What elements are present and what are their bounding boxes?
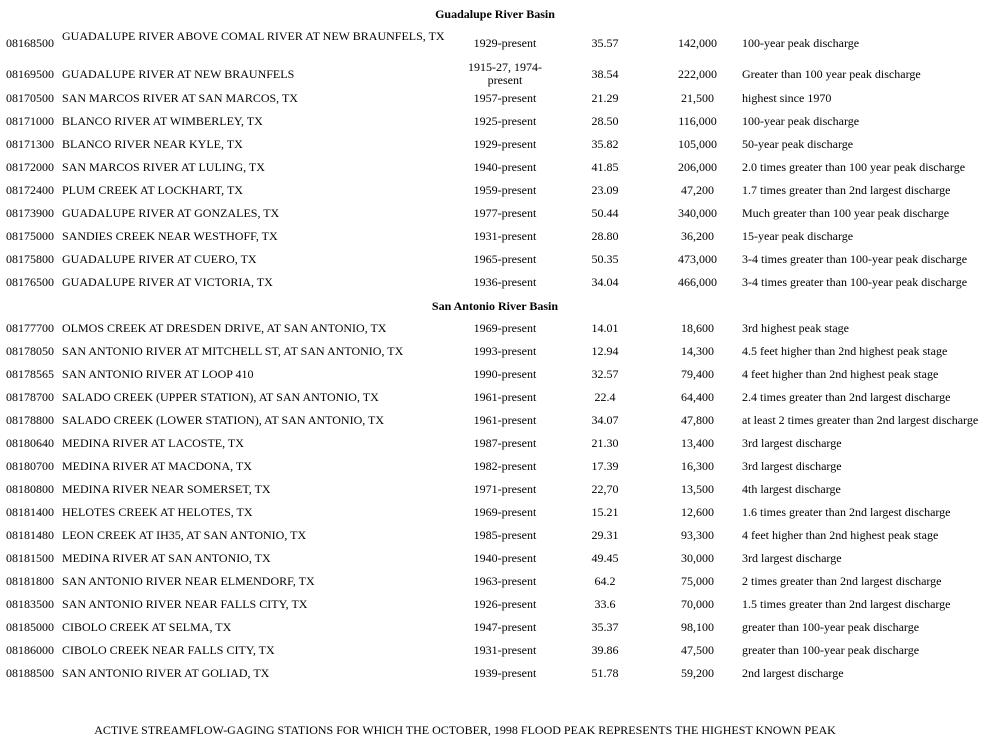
table-row bbox=[0, 460, 990, 483]
station-id: 08180640 bbox=[6, 436, 54, 450]
table-row bbox=[0, 230, 990, 253]
peak-remark: 15-year peak discharge bbox=[742, 229, 854, 243]
station-id: 08183500 bbox=[6, 597, 54, 611]
record-period: 1987-present bbox=[473, 436, 537, 450]
peak-remark: 4 feet higher than 2nd highest peak stage bbox=[742, 367, 939, 381]
record-period: 1985-present bbox=[473, 528, 537, 542]
peak-remark: 100-year peak discharge bbox=[742, 36, 860, 50]
station-name: SAN MARCOS RIVER AT SAN MARCOS, TX bbox=[62, 91, 298, 105]
peak-remark: 3rd highest peak stage bbox=[742, 321, 849, 335]
record-period: 1929-present bbox=[473, 36, 537, 50]
rainfall-or-stage: 28.50 bbox=[591, 114, 619, 128]
table-row bbox=[0, 92, 990, 115]
table-row bbox=[0, 276, 990, 299]
rainfall-or-stage: 51.78 bbox=[591, 666, 619, 680]
record-period: 1940-present bbox=[473, 160, 537, 174]
rainfall-or-stage: 35.82 bbox=[591, 137, 619, 151]
peak-discharge: 59,200 bbox=[681, 666, 714, 680]
peak-remark: 4 feet higher than 2nd highest peak stage bbox=[742, 528, 939, 542]
record-period: 1959-present bbox=[473, 183, 537, 197]
station-id: 08181800 bbox=[6, 574, 54, 588]
record-period: 1990-present bbox=[473, 367, 537, 381]
station-id: 08180700 bbox=[6, 459, 54, 473]
peak-discharge: 13,400 bbox=[681, 436, 714, 450]
peak-discharge: 473,000 bbox=[678, 252, 717, 266]
record-period: 1961-present bbox=[473, 390, 537, 404]
record-period: 1965-present bbox=[473, 252, 537, 266]
table-row bbox=[0, 322, 990, 345]
peak-discharge: 340,000 bbox=[678, 206, 717, 220]
peak-discharge: 70,000 bbox=[681, 597, 714, 611]
rainfall-or-stage: 15.21 bbox=[591, 505, 619, 519]
peak-remark: 3-4 times greater than 100-year peak discharge bbox=[742, 252, 968, 266]
peak-discharge: 98,100 bbox=[681, 620, 714, 634]
record-period: 1929-present bbox=[473, 137, 537, 151]
peak-remark: greater than 100-year peak discharge bbox=[742, 643, 920, 657]
rainfall-or-stage: 41.85 bbox=[591, 160, 619, 174]
basin-heading: San Antonio River Basin bbox=[431, 299, 559, 313]
station-name: CIBOLO CREEK AT SELMA, TX bbox=[62, 620, 232, 634]
record-period: 1963-present bbox=[473, 574, 537, 588]
peak-discharge: 47,500 bbox=[681, 643, 714, 657]
station-id: 08171300 bbox=[6, 137, 54, 151]
rainfall-or-stage: 34.07 bbox=[591, 413, 619, 427]
table-row bbox=[0, 30, 990, 61]
peak-remark: 100-year peak discharge bbox=[742, 114, 860, 128]
station-id: 08170500 bbox=[6, 91, 54, 105]
peak-discharge: 222,000 bbox=[678, 67, 717, 81]
station-id: 08171000 bbox=[6, 114, 54, 128]
rainfall-or-stage: 64.2 bbox=[594, 574, 616, 588]
rainfall-or-stage: 35.37 bbox=[591, 620, 619, 634]
record-period: 1982-present bbox=[473, 459, 537, 473]
rainfall-or-stage: 28.80 bbox=[591, 229, 619, 243]
table-row bbox=[0, 414, 990, 437]
station-name: MEDINA RIVER NEAR SOMERSET, TX bbox=[62, 482, 271, 496]
table-row bbox=[0, 61, 990, 92]
peak-discharge: 12,600 bbox=[681, 505, 714, 519]
rainfall-or-stage: 21.30 bbox=[591, 436, 619, 450]
table-row bbox=[0, 253, 990, 276]
peak-remark: 1.6 times greater than 2nd largest discharge bbox=[742, 505, 951, 519]
peak-remark: 2.4 times greater than 2nd largest discharge bbox=[742, 390, 951, 404]
rainfall-or-stage: 14.01 bbox=[591, 321, 619, 335]
station-id: 08173900 bbox=[6, 206, 54, 220]
record-period: 1939-present bbox=[473, 666, 537, 680]
rainfall-or-stage: 12.94 bbox=[591, 344, 619, 358]
rainfall-or-stage: 34.04 bbox=[591, 275, 619, 289]
record-period: 1969-present bbox=[473, 505, 537, 519]
peak-remark: highest since 1970 bbox=[742, 91, 832, 105]
peak-remark: 3-4 times greater than 100-year peak discharge bbox=[742, 275, 968, 289]
station-name: MEDINA RIVER AT SAN ANTONIO, TX bbox=[62, 551, 271, 565]
station-name: SAN ANTONIO RIVER NEAR FALLS CITY, TX bbox=[62, 597, 308, 611]
peak-discharge: 21,500 bbox=[681, 91, 714, 105]
station-name: GUADALUPE RIVER ABOVE COMAL RIVER AT NEW BRAUNFELS, TX bbox=[62, 29, 445, 43]
table-row bbox=[0, 368, 990, 391]
peak-discharge: 105,000 bbox=[678, 137, 717, 151]
rainfall-or-stage: 21.29 bbox=[591, 91, 619, 105]
record-period: 1931-present bbox=[473, 643, 537, 657]
station-name: SAN MARCOS RIVER AT LULING, TX bbox=[62, 160, 265, 174]
station-id: 08175800 bbox=[6, 252, 54, 266]
station-name: SALADO CREEK (LOWER STATION), AT SAN ANTONIO, TX bbox=[62, 413, 385, 427]
peak-remark: 2nd largest discharge bbox=[742, 666, 844, 680]
station-name: SAN ANTONIO RIVER AT LOOP 410 bbox=[62, 367, 254, 381]
station-name: MEDINA RIVER AT LACOSTE, TX bbox=[62, 436, 244, 450]
peak-remark: Much greater than 100 year peak discharge bbox=[742, 206, 950, 220]
station-name: OLMOS CREEK AT DRESDEN DRIVE, AT SAN ANTONIO, TX bbox=[62, 321, 387, 335]
station-name: BLANCO RIVER NEAR KYLE, TX bbox=[62, 137, 243, 151]
peak-discharge: 36,200 bbox=[681, 229, 714, 243]
station-name: LEON CREEK AT IH35, AT SAN ANTONIO, TX bbox=[62, 528, 307, 542]
peak-remark: 50-year peak discharge bbox=[742, 137, 854, 151]
record-period: 1926-present bbox=[473, 597, 537, 611]
station-id: 08168500 bbox=[6, 36, 54, 50]
rainfall-or-stage: 38.54 bbox=[591, 67, 619, 81]
table-row bbox=[0, 115, 990, 138]
table-row bbox=[0, 184, 990, 207]
table-row bbox=[0, 621, 990, 644]
station-id: 08186000 bbox=[6, 643, 54, 657]
rainfall-or-stage: 33.6 bbox=[594, 597, 616, 611]
table-row bbox=[0, 391, 990, 414]
peak-discharge: 16,300 bbox=[681, 459, 714, 473]
rainfall-or-stage: 29.31 bbox=[591, 528, 619, 542]
peak-discharge: 93,300 bbox=[681, 528, 714, 542]
station-name: GUADALUPE RIVER AT CUERO, TX bbox=[62, 252, 257, 266]
record-period: 1957-present bbox=[473, 91, 537, 105]
station-name: CIBOLO CREEK NEAR FALLS CITY, TX bbox=[62, 643, 275, 657]
station-id: 08178800 bbox=[6, 413, 54, 427]
table-row bbox=[0, 575, 990, 598]
table-row bbox=[0, 529, 990, 552]
table-row bbox=[0, 644, 990, 667]
peak-remark: 3rd largest discharge bbox=[742, 551, 842, 565]
station-id: 08169500 bbox=[6, 67, 54, 81]
peak-discharge: 206,000 bbox=[678, 160, 717, 174]
station-name: MEDINA RIVER AT MACDONA, TX bbox=[62, 459, 252, 473]
station-id: 08178565 bbox=[6, 367, 54, 381]
record-period: 1993-present bbox=[473, 344, 537, 358]
basin-heading: Guadalupe River Basin bbox=[435, 7, 555, 21]
rainfall-or-stage: 22,70 bbox=[591, 482, 619, 496]
peak-discharge: 47,800 bbox=[681, 413, 714, 427]
table-row bbox=[0, 161, 990, 184]
table-row bbox=[0, 138, 990, 161]
record-period: 1925-present bbox=[473, 114, 537, 128]
rainfall-or-stage: 50.44 bbox=[591, 206, 619, 220]
table-row bbox=[0, 506, 990, 529]
peak-remark: 2 times greater than 2nd largest discharge bbox=[742, 574, 942, 588]
peak-remark: greater than 100-year peak discharge bbox=[742, 620, 920, 634]
station-name: GUADALUPE RIVER AT GONZALES, TX bbox=[62, 206, 280, 220]
table-row bbox=[0, 483, 990, 506]
station-id: 08185000 bbox=[6, 620, 54, 634]
rainfall-or-stage: 39.86 bbox=[591, 643, 619, 657]
station-id: 08180800 bbox=[6, 482, 54, 496]
station-id: 08181500 bbox=[6, 551, 54, 565]
station-name: SAN ANTONIO RIVER AT MITCHELL ST, AT SAN ANTONIO, TX bbox=[62, 344, 404, 358]
station-id: 08175000 bbox=[6, 229, 54, 243]
station-name: HELOTES CREEK AT HELOTES, TX bbox=[62, 505, 253, 519]
peak-discharge: 18,600 bbox=[681, 321, 714, 335]
station-id: 08172400 bbox=[6, 183, 54, 197]
record-period: 1915-27, 1974-present bbox=[468, 60, 542, 87]
peak-remark: Greater than 100 year peak discharge bbox=[742, 67, 921, 81]
peak-discharge: 14,300 bbox=[681, 344, 714, 358]
table-row bbox=[0, 598, 990, 621]
record-period: 1977-present bbox=[473, 206, 537, 220]
station-id: 08188500 bbox=[6, 666, 54, 680]
station-id: 08178700 bbox=[6, 390, 54, 404]
peak-discharge: 30,000 bbox=[681, 551, 714, 565]
record-period: 1940-present bbox=[473, 551, 537, 565]
record-period: 1931-present bbox=[473, 229, 537, 243]
table-row bbox=[0, 345, 990, 368]
station-name: SAN ANTONIO RIVER AT GOLIAD, TX bbox=[62, 666, 270, 680]
table-caption: ACTIVE STREAMFLOW-GAGING STATIONS FOR WHICH THE OCTOBER, 1998 FLOOD PEAK REPRESENTS THE HIGHEST KNOWN PEAK bbox=[94, 723, 836, 737]
record-period: 1936-present bbox=[473, 275, 537, 289]
peak-discharge: 64,400 bbox=[681, 390, 714, 404]
rainfall-or-stage: 49.45 bbox=[591, 551, 619, 565]
peak-discharge: 116,000 bbox=[678, 114, 717, 128]
station-id: 08178050 bbox=[6, 344, 54, 358]
station-name: PLUM CREEK AT LOCKHART, TX bbox=[62, 183, 243, 197]
record-period: 1961-present bbox=[473, 413, 537, 427]
rainfall-or-stage: 22.4 bbox=[594, 390, 616, 404]
peak-remark: 1.5 times greater than 2nd largest discharge bbox=[742, 597, 951, 611]
station-id: 08181400 bbox=[6, 505, 54, 519]
station-id: 08176500 bbox=[6, 275, 54, 289]
station-name: SALADO CREEK (UPPER STATION), AT SAN ANTONIO, TX bbox=[62, 390, 379, 404]
peak-remark: 4.5 feet higher than 2nd highest peak stage bbox=[742, 344, 948, 358]
peak-remark: 1.7 times greater than 2nd largest discharge bbox=[742, 183, 951, 197]
station-id: 08172000 bbox=[6, 160, 54, 174]
peak-discharge: 75,000 bbox=[681, 574, 714, 588]
peak-remark: 2.0 times greater than 100 year peak discharge bbox=[742, 160, 966, 174]
record-period: 1969-present bbox=[473, 321, 537, 335]
rainfall-or-stage: 17.39 bbox=[591, 459, 619, 473]
peak-discharge: 142,000 bbox=[678, 36, 717, 50]
station-id: 08177700 bbox=[6, 321, 54, 335]
station-name: GUADALUPE RIVER AT NEW BRAUNFELS bbox=[62, 67, 295, 81]
rainfall-or-stage: 50.35 bbox=[591, 252, 619, 266]
table-row bbox=[0, 437, 990, 460]
rainfall-or-stage: 32.57 bbox=[591, 367, 619, 381]
peak-remark: 3rd largest discharge bbox=[742, 436, 842, 450]
table-row bbox=[0, 552, 990, 575]
peak-remark: 4th largest discharge bbox=[742, 482, 841, 496]
station-id: 08181480 bbox=[6, 528, 54, 542]
record-period: 1947-present bbox=[473, 620, 537, 634]
peak-remark: 3rd largest discharge bbox=[742, 459, 842, 473]
rainfall-or-stage: 35.57 bbox=[591, 36, 619, 50]
rainfall-or-stage: 23.09 bbox=[591, 183, 619, 197]
station-name: BLANCO RIVER AT WIMBERLEY, TX bbox=[62, 114, 263, 128]
peak-discharge: 47,200 bbox=[681, 183, 714, 197]
station-name: GUADALUPE RIVER AT VICTORIA, TX bbox=[62, 275, 273, 289]
peak-remark: at least 2 times greater than 2nd largest discharge bbox=[742, 413, 979, 427]
peak-discharge: 79,400 bbox=[681, 367, 714, 381]
record-period: 1971-present bbox=[473, 482, 537, 496]
station-name: SAN ANTONIO RIVER NEAR ELMENDORF, TX bbox=[62, 574, 315, 588]
table-row bbox=[0, 207, 990, 230]
peak-discharge: 466,000 bbox=[678, 275, 717, 289]
table-row bbox=[0, 667, 990, 690]
station-name: SANDIES CREEK NEAR WESTHOFF, TX bbox=[62, 229, 278, 243]
peak-discharge: 13,500 bbox=[681, 482, 714, 496]
